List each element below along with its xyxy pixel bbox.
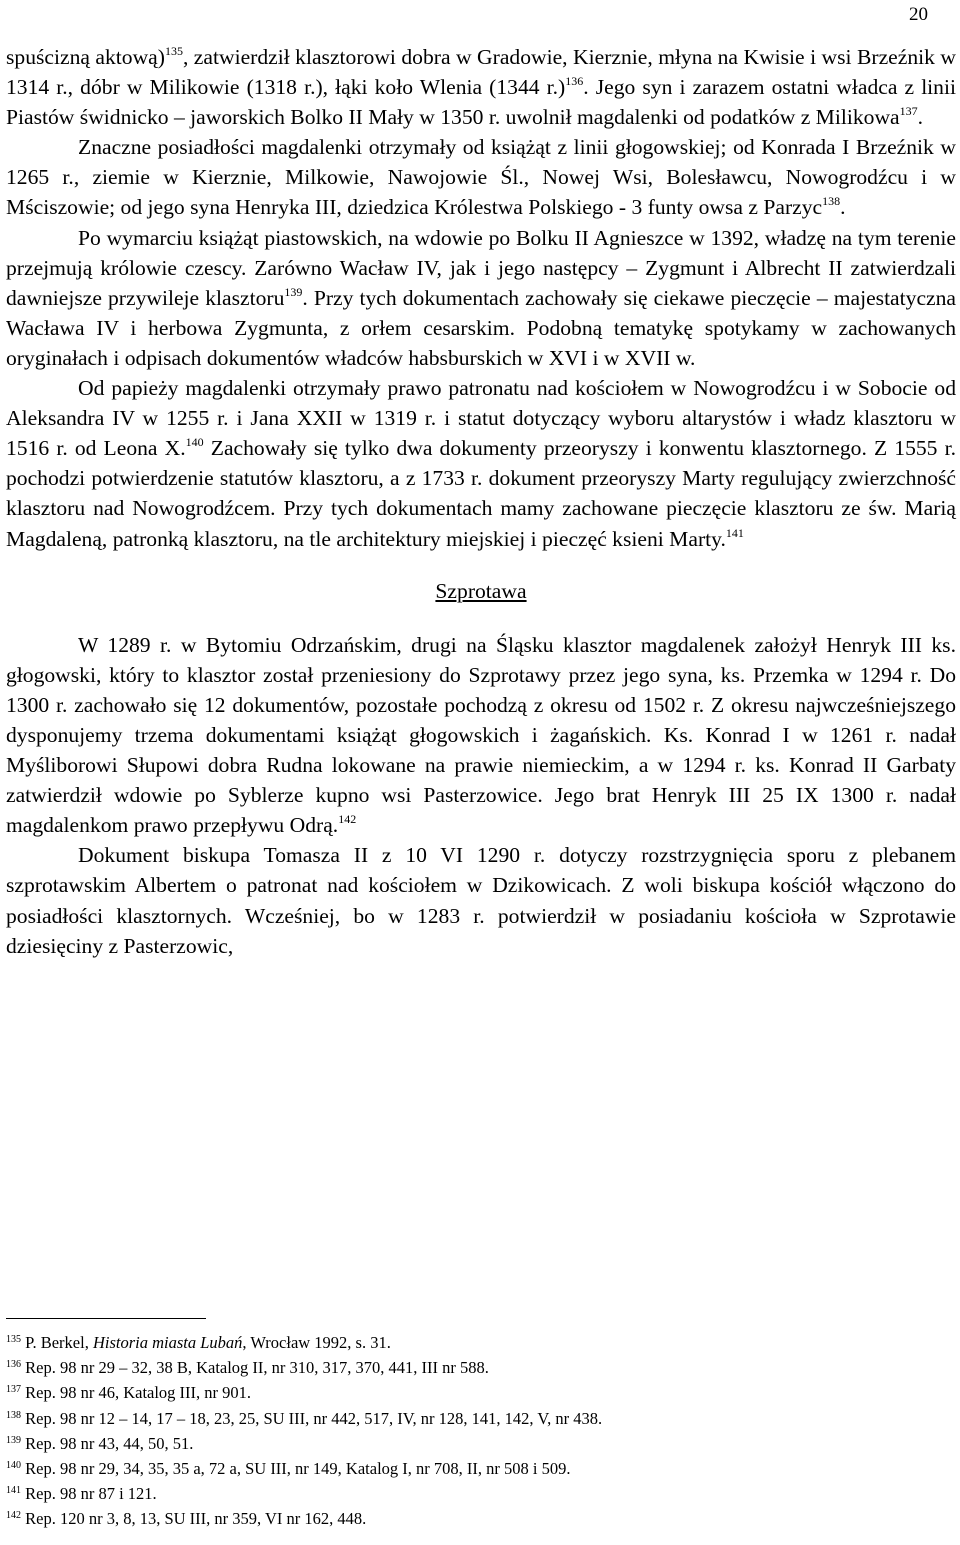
footnote bbox=[6, 1406, 946, 1431]
paragraph bbox=[6, 840, 956, 960]
footnote-ref[interactable]: 136 bbox=[565, 74, 584, 89]
footnote-number: 141 bbox=[6, 1485, 21, 1497]
text-run: . Przy tych dokumentach zachowały się ciekawe pieczęcie – majestatyczna Wacława IV i herbowa Zygmunta, z orłem cesarskim. Podobną tematykę spotykamy w zachowanych oryginałach i odpisach dokumentów władców habsburskich w XVI i w XVII w. bbox=[6, 285, 956, 370]
footnote-number: 139 bbox=[6, 1434, 21, 1446]
footnote-number: 138 bbox=[6, 1409, 21, 1421]
footnote-text: Rep. 98 nr 43, 44, 50, 51. bbox=[25, 1433, 194, 1453]
footnote-ref[interactable]: 140 bbox=[185, 435, 204, 450]
footnote-number: 142 bbox=[6, 1510, 21, 1522]
text-run: . bbox=[840, 195, 846, 220]
section-heading bbox=[6, 576, 956, 606]
footnote-ref[interactable]: 138 bbox=[822, 194, 841, 209]
footnote-ref[interactable]: 142 bbox=[338, 812, 357, 827]
footnote bbox=[6, 1380, 946, 1405]
paragraph bbox=[6, 373, 956, 554]
footnote bbox=[6, 1506, 946, 1531]
footnote-text: Rep. 98 nr 12 – 14, 17 – 18, 23, 25, SU III, nr 442, 517, IV, nr 128, 141, 142, V, nr 438. bbox=[25, 1408, 603, 1428]
footnote bbox=[6, 1330, 946, 1355]
footnote-text: Rep. 98 nr 87 i 121. bbox=[25, 1484, 157, 1504]
text-run: spuścizną aktową) bbox=[6, 45, 165, 69]
text-run: Dokument biskupa Tomasza II z 10 VI 1290 r. dotyczy rozstrzygnięcia sporu z plebanem szprotawskim Albertem o patronat nad kościołem w Dzikowicach. Z woli biskupa kościół włączono do posiadłości klasztornych. Wcześniej, bo w 1283 r. potwierdził w posiadaniu kościoła w Szprotawie dziesięciny z Pasterzowic, bbox=[6, 843, 956, 958]
footnotes bbox=[6, 1330, 946, 1532]
text-run: Po wymarciu książąt piastowskich, na wdowie po Bolku II Agnieszce w 1392, władzę na tym terenie przejmują królowie czescy. Zarówno Wacław IV, jak i jego następcy – Zygmunt i Albrecht II zatwierdzali dawniejsze przywileje klasztoru bbox=[6, 225, 956, 310]
paragraph bbox=[6, 630, 956, 841]
footnote-text: P. Berkel, bbox=[25, 1333, 93, 1352]
footnote-text: Rep. 98 nr 46, Katalog III, nr 901. bbox=[25, 1383, 252, 1403]
page-number: 20 bbox=[909, 4, 928, 25]
paragraph bbox=[6, 132, 956, 222]
footnote-number: 140 bbox=[6, 1460, 21, 1472]
main-text bbox=[6, 42, 956, 961]
text-run: . bbox=[917, 105, 924, 130]
paragraph bbox=[6, 223, 956, 373]
footnote-number: 137 bbox=[6, 1384, 21, 1396]
footnote-number: 135 bbox=[6, 1334, 21, 1345]
footnote-ref[interactable]: 139 bbox=[284, 284, 303, 299]
footnote bbox=[6, 1431, 946, 1456]
text-run: Znaczne posiadłości magdalenki otrzymały od książąt z linii głogowskiej; od Konrada I Brzeźnik w 1265 r., ziemie w Kierznie, Milkowie, Nawojowie Śl., Nowej Wsi, Bolesławcu, Nowogrodźcu i w Mściszowie; od jego syna Henryka III, dziedzica Królestwa Polskiego - 3 funty owsa z Parzyc bbox=[6, 135, 956, 220]
text-run: . Jego syn i zarazem ostatni władca z linii Piastów świdnicko – jaworskich Bolko II Mały w 1350 r. uwolnił magdalenki od podatków z Milikowa bbox=[6, 75, 956, 130]
footnote-ref[interactable]: 135 bbox=[164, 44, 183, 58]
footnote-title: Historia miasta Lubań bbox=[92, 1333, 243, 1352]
section-heading-text: Szprotawa bbox=[435, 578, 527, 603]
text-run: W 1289 r. w Bytomiu Odrzańskim, drugi na Śląsku klasztor magdalenek założył Henryk III ks. głogowski, który to klasztor został przeniesiony do Szprotawy przez jego syna, ks. Przemka w 1294 r. Do 1300 r. zachowało się 12 dokumentów, pozostałe pochodzą z okresu od 1502 r. Z okresu najwcześniejszego dysponujemy trzema dokumentami książąt głogowskich i żagańskich. Ks. Konrad I w 1261 r. nadał Myśliborowi Słupowi dobra Rudna lokowane na prawie niemieckim, a w 1294 r. ks. Konrad II Garbaty zatwierdził wdowie po Syblerze kupno wsi Pasterzowice. Jego brat Henryk III 25 IX 1300 r. nadał magdalenkom prawo przepływu Odrą. bbox=[6, 632, 956, 838]
text-run: Od papieży magdalenki otrzymały prawo patronatu nad kościołem w Nowogrodźcu i w Sobocie od Aleksandra IV w 1255 r. i Jana XXII w 1319 r. i statut dotyczący wyboru altarystów i władz klasztoru w 1516 r. od Leona X. bbox=[6, 376, 956, 461]
footnote-text: Rep. 98 nr 29, 34, 35, 35 a, 72 a, SU III, nr 149, Katalog I, nr 708, II, nr 508 i 509. bbox=[25, 1459, 571, 1479]
footnote bbox=[6, 1456, 946, 1481]
text-run: , zatwierdził klasztorowi dobra w Gradowie, Kierznie, młyna na Kwisie i wsi Brzeźnik w 1314 r., dóbr w Milikowie (1318 r.), łąki koło Wlenia (1344 r.) bbox=[6, 45, 956, 100]
footnote-text: , Wrocław 1992, s. 31. bbox=[242, 1333, 391, 1352]
paragraph bbox=[6, 42, 956, 132]
footnote-number: 136 bbox=[6, 1359, 21, 1371]
footnote-text: Rep. 120 nr 3, 8, 13, SU III, nr 359, VI nr 162, 448. bbox=[25, 1509, 367, 1529]
footnote-ref[interactable]: 141 bbox=[725, 525, 744, 540]
footnote bbox=[6, 1355, 946, 1380]
text-run: Zachowały się tylko dwa dokumenty przeoryszy i konwentu klasztornego. Z 1555 r. pochodzi potwierdzenie statutów klasztoru, a z 1733 r. dokument przeoryszy Marty regulujący zwierzchność klasztoru nad Nowogrodźcem. Przy tych dokumentach mamy zachowane pieczęcie klasztoru ze św. Marią Magdaleną, patronką klasztoru, na tle architektury miejskiej i pieczęć ksieni Marty. bbox=[6, 436, 956, 551]
footnote-text: Rep. 98 nr 29 – 32, 38 B, Katalog II, nr 310, 317, 370, 441, III nr 588. bbox=[25, 1358, 489, 1378]
footnote bbox=[6, 1481, 946, 1506]
footnote-ref[interactable]: 137 bbox=[899, 104, 918, 119]
footnote-divider bbox=[6, 1318, 206, 1319]
